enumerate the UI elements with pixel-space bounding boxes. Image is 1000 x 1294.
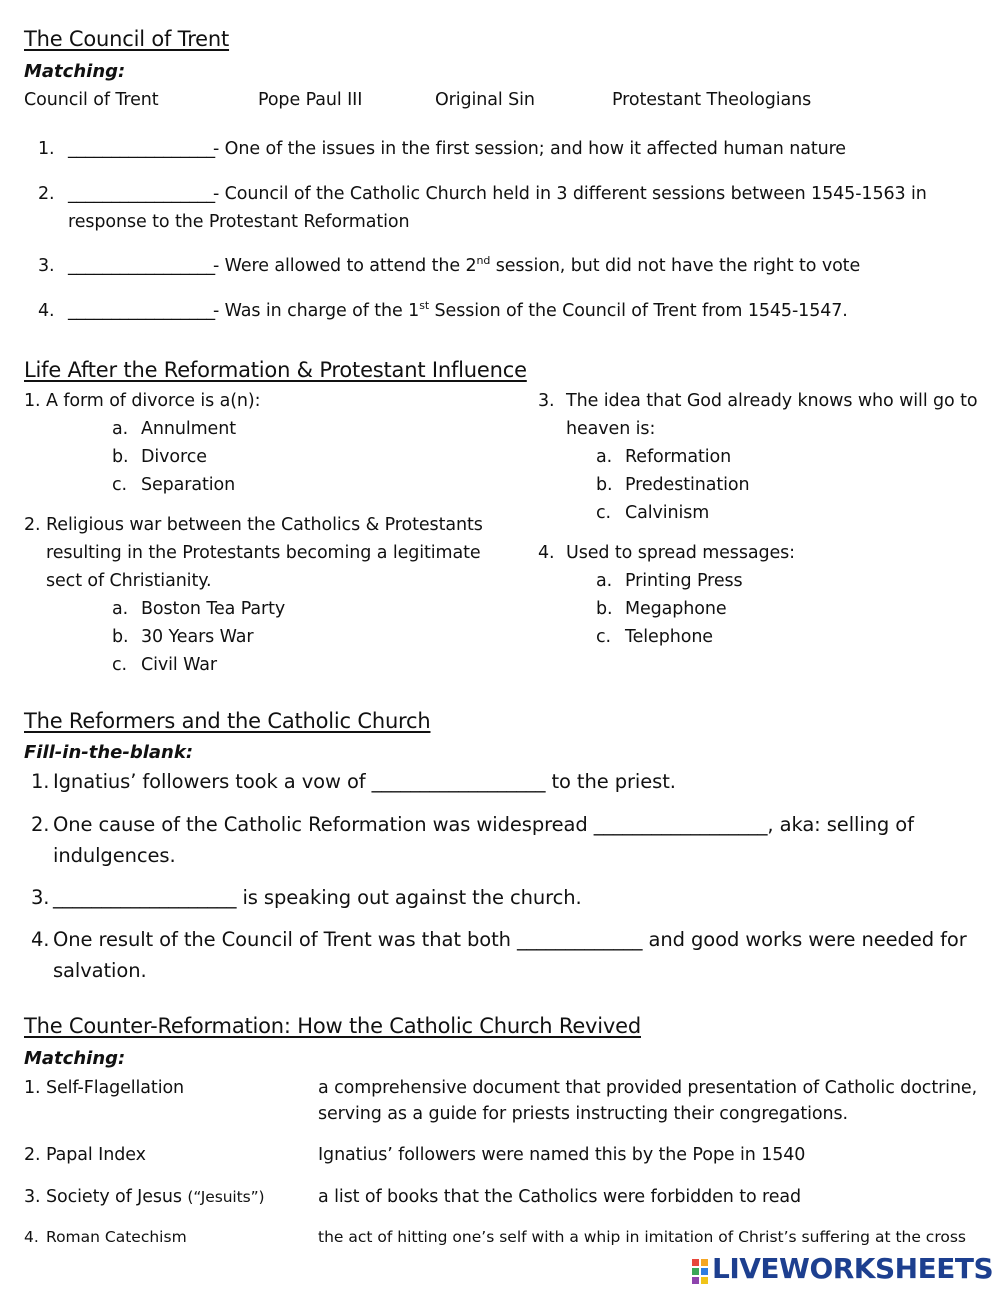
word-bank-item: Pope Paul III	[258, 90, 363, 110]
matching-blank[interactable]: _________________	[68, 139, 216, 159]
option-text[interactable]: Printing Press	[625, 571, 743, 591]
section-title-life-after-reformation: Life After the Reformation & Protestant Influence	[24, 358, 527, 382]
item-text: - One of the issues in the first session; and how it affected human nature	[213, 139, 846, 159]
fill-blank-question-cont: indulgences.	[53, 844, 176, 867]
matching-definition-cont: serving as a guide for priests instructing their congregations.	[318, 1104, 848, 1124]
option-letter: c.	[112, 655, 127, 675]
matching-definition[interactable]: a comprehensive document that provided presentation of Catholic doctrine,	[318, 1078, 978, 1098]
option-text[interactable]: 30 Years War	[141, 627, 254, 647]
option-letter: a.	[596, 447, 613, 467]
matching-item-1	[38, 139, 846, 159]
option-letter: b.	[112, 627, 129, 647]
question-number: 4.	[538, 543, 555, 563]
option-letter: c.	[112, 475, 127, 495]
matching-term[interactable]: Papal Index	[46, 1145, 146, 1165]
item-number: 1.	[38, 139, 55, 159]
question-number: 1.	[24, 391, 41, 411]
option-letter: c.	[596, 503, 611, 523]
option-letter: b.	[596, 475, 613, 495]
question-text: A form of divorce is a(n):	[46, 391, 261, 411]
watermark-text: LIVEWORKSHEETS	[712, 1252, 994, 1285]
matching-item-4	[38, 299, 848, 321]
fill-blank-question[interactable]: One result of the Council of Trent was that both _____________ and good works were needed for	[53, 928, 967, 951]
term-number: 2.	[24, 1145, 41, 1165]
option-letter: b.	[112, 447, 129, 467]
question-text: Used to spread messages:	[566, 543, 795, 563]
matching-term[interactable]: Roman Catechism	[46, 1228, 187, 1246]
word-bank-item: Council of Trent	[24, 90, 159, 110]
option-text[interactable]: Predestination	[625, 475, 750, 495]
matching-blank[interactable]: _________________	[68, 256, 216, 276]
matching-blank[interactable]: _________________	[68, 301, 216, 321]
term-number: 4.	[24, 1228, 39, 1246]
section-title-reformers: The Reformers and the Catholic Church	[24, 709, 431, 733]
matching-item-2	[38, 184, 927, 204]
question-text: sect of Christianity.	[46, 571, 212, 591]
fill-blank-question-cont: salvation.	[53, 959, 147, 982]
question-text: resulting in the Protestants becoming a legitimate	[46, 543, 481, 563]
option-text[interactable]: Civil War	[141, 655, 217, 675]
term-number: 3.	[24, 1187, 41, 1207]
matching-blank[interactable]: _________________	[68, 184, 216, 204]
item-number: 3.	[38, 256, 55, 276]
fill-blank-question[interactable]: ___________________ is speaking out against the church.	[53, 886, 582, 909]
question-number: 3.	[538, 391, 555, 411]
word-bank-item: Protestant Theologians	[612, 90, 812, 110]
item-text: - Council of the Catholic Church held in 3 different sessions between 1545-1563 in	[213, 184, 927, 204]
option-letter: c.	[596, 627, 611, 647]
option-text[interactable]: Separation	[141, 475, 236, 495]
fill-blank-question[interactable]: One cause of the Catholic Reformation was widespread __________________, aka: selling of	[53, 813, 914, 836]
option-text[interactable]: Calvinism	[625, 503, 710, 523]
option-text[interactable]: Divorce	[141, 447, 207, 467]
option-letter: b.	[596, 599, 613, 619]
option-text[interactable]: Boston Tea Party	[141, 599, 286, 619]
section-title-counter-reformation: The Counter-Reformation: How the Catholic Church Revived	[24, 1014, 641, 1038]
term-note: (“Jesuits”)	[187, 1188, 265, 1206]
section-title-council-of-trent: The Council of Trent	[24, 27, 230, 51]
question-text: Religious war between the Catholics & Protestants	[46, 515, 483, 535]
question-number: 3.	[31, 886, 50, 909]
question-text: The idea that God already knows who will go to	[566, 391, 978, 411]
term-number: 1.	[24, 1078, 41, 1098]
matching-subtitle: Matching:	[24, 1048, 126, 1069]
option-letter: a.	[112, 419, 129, 439]
matching-item-3	[38, 254, 861, 276]
option-letter: a.	[112, 599, 129, 619]
item-number: 2.	[38, 184, 55, 204]
option-text[interactable]: Annulment	[141, 419, 236, 439]
option-text[interactable]: Reformation	[625, 447, 732, 467]
item-number: 4.	[38, 301, 55, 321]
question-number: 4.	[31, 928, 50, 951]
option-text[interactable]: Telephone	[625, 627, 713, 647]
question-number: 2.	[31, 813, 50, 836]
matching-definition[interactable]: a list of books that the Catholics were forbidden to read	[318, 1187, 802, 1207]
matching-subtitle: Matching:	[24, 61, 126, 82]
option-letter: a.	[596, 571, 613, 591]
fill-blank-question[interactable]: Ignatius’ followers took a vow of __________________ to the priest.	[53, 770, 676, 793]
item-text-continued: response to the Protestant Reformation	[68, 212, 410, 232]
question-number: 2.	[24, 515, 41, 535]
matching-term[interactable]: Society of Jesus (“Jesuits”)	[46, 1187, 265, 1207]
item-text: - Was in charge of the 1st Session of the Council of Trent from 1545-1547.	[213, 299, 848, 321]
fill-in-blank-subtitle: Fill-in-the-blank:	[24, 742, 194, 763]
matching-term[interactable]: Self-Flagellation	[46, 1078, 185, 1098]
word-bank-item: Original Sin	[435, 90, 535, 110]
question-text: heaven is:	[566, 419, 656, 439]
matching-definition[interactable]: the act of hitting one’s self with a whip in imitation of Christ’s suffering at the cross	[318, 1228, 966, 1246]
matching-definition[interactable]: Ignatius’ followers were named this by the Pope in 1540	[318, 1145, 806, 1165]
option-text[interactable]: Megaphone	[625, 599, 727, 619]
item-text: - Were allowed to attend the 2nd session, but did not have the right to vote	[213, 254, 861, 276]
question-number: 1.	[31, 770, 50, 793]
